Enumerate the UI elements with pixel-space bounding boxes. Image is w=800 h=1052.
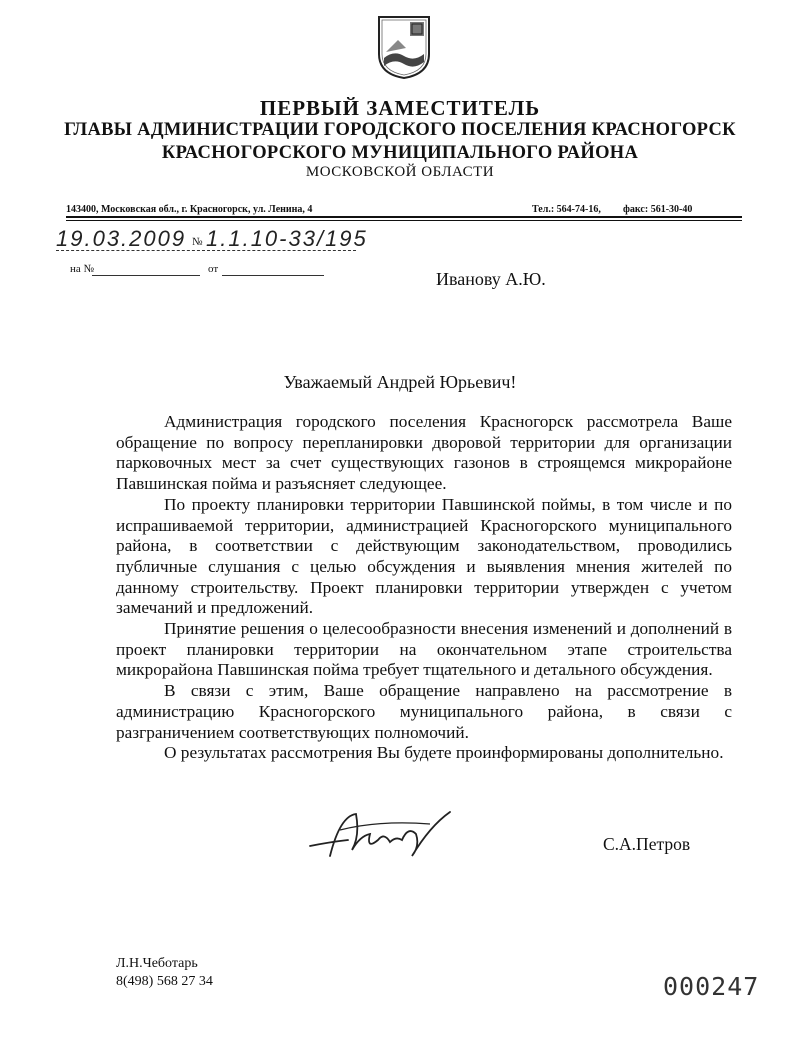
body-paragraph: По проекту планировки территории Павшинской поймы, в том числе и по испрашиваемой территории, администрацией Красногорского муниципального района, в соответствии с действующим законодательством, проводились публичные слушания с целью обсуждения и выявления мнения жителей по данному строительству. Проект планировки территории утвержден с учетом замечаний и предложений. [116,494,732,618]
coat-of-arms-icon [376,14,432,80]
letterhead-address: 143400, Московская обл., г. Красногорск, ул. Ленина, 4 [66,204,313,215]
letter-body [116,412,732,764]
letterhead-fax: факс: 561-30-40 [623,204,693,215]
executor-phone: 8(498) 568 27 34 [116,974,213,989]
letterhead-rule [66,216,742,218]
reply-to-label: на № [70,263,95,275]
header-title: ПЕРВЫЙ ЗАМЕСТИТЕЛЬ [259,96,541,120]
greeting: Уважаемый Андрей Юрьевич! [283,372,517,392]
executor-name: Л.Н.Чеботарь [116,956,198,971]
header-district: КРАСНОГОРСКОГО МУНИЦИПАЛЬНОГО РАЙОНА [161,143,639,163]
recipient: Иванову А.Ю. [436,269,546,289]
registration-stamp-number: 000247 [663,972,760,1001]
header-organization: ГЛАВЫ АДМИНИСТРАЦИИ ГОРОДСКОГО ПОСЕЛЕНИЯ КРАСНОГОРСК [64,120,736,140]
handwritten-signature [300,806,480,866]
body-paragraph: Администрация городского поселения Красногорск рассмотрела Ваше обращение по вопросу перепланировки дворовой территории для организации парковочных мест за счет существующих газонов в строящемся микрорайоне Павшинская пойма и разъясняет следующее. [116,412,732,494]
header-region: МОСКОВСКОЙ ОБЛАСТИ [305,164,495,180]
body-paragraph: Принятие решения о целесообразности внесения изменений и дополнений в проект планировки территории на окончательном этапе строительства микрорайона Павшинская пойма требует тщательного и детального обсуждения. [116,619,732,680]
outgoing-number: 1.1.10-33/195 [206,226,368,251]
from-label: от [208,263,219,275]
body-paragraph: О результатах рассмотрения Вы будете проинформированы дополнительно. [164,743,724,763]
number-sign: № [192,236,203,248]
date-number-underline [56,250,356,251]
outgoing-date: 19.03.2009 [56,226,187,251]
from-blank [222,275,324,276]
body-paragraph: В связи с этим, Ваше обращение направлено на рассмотрение в администрацию Красногорского муниципального района, в связи с разграничением соответствующих полномочий. [116,681,732,742]
signatory-name: С.А.Петров [603,834,691,854]
letterhead-rule-thin [66,220,742,221]
letterhead-phone: Тел.: 564-74-16, [532,204,601,215]
reply-to-blank [92,275,200,276]
